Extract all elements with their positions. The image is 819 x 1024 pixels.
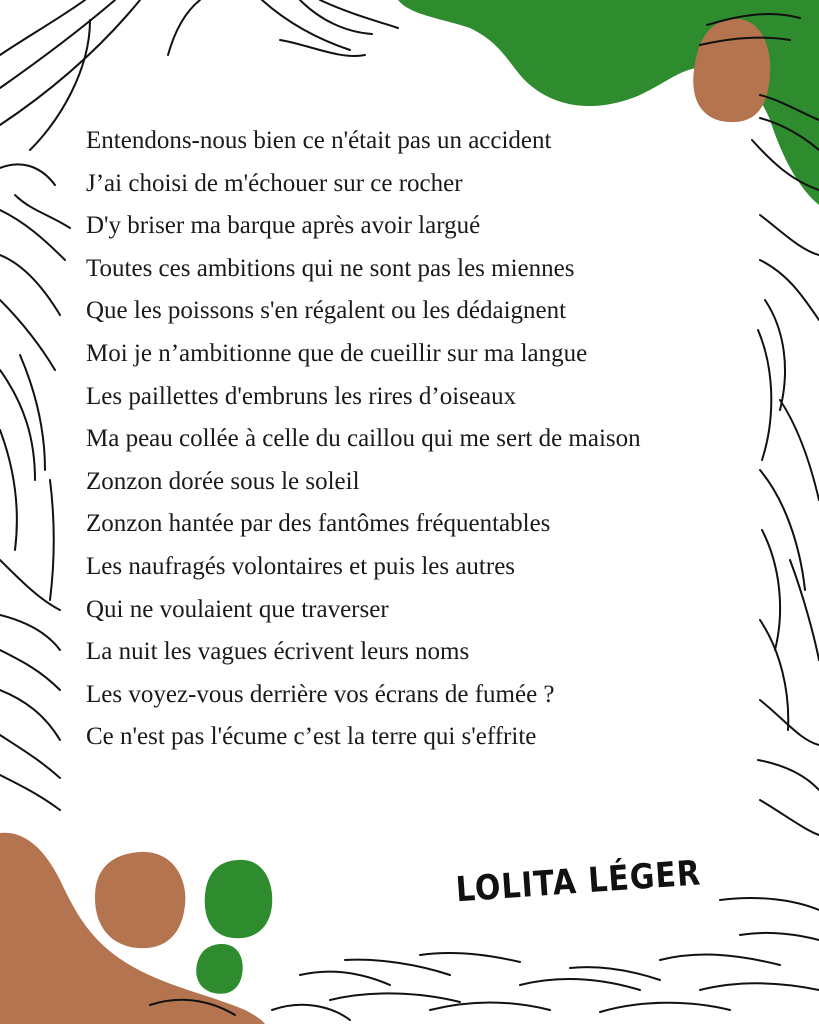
- author-signature: LOLITA LÉGER: [454, 853, 703, 911]
- poem-line: Moi je n’ambitionne que de cueillir sur ma langue: [86, 339, 588, 367]
- poem-line: Toutes ces ambitions qui ne sont pas les miennes: [86, 254, 575, 282]
- poem-line: Qui ne voulaient que traverser: [86, 595, 389, 623]
- poem-line: Les naufragés volontaires et puis les autres: [86, 552, 516, 580]
- poem-line: Entendons-nous bien ce n'était pas un accident: [86, 127, 552, 154]
- poem-line: La nuit les vagues écrivent leurs noms: [86, 638, 470, 666]
- poem-line: Ma peau collée à celle du caillou qui me sert de maison: [86, 425, 641, 453]
- poem-line: D'y briser ma barque après avoir largué: [86, 212, 481, 240]
- green-pebble-bottom-large: [205, 860, 272, 938]
- green-pebble-bottom-small: [196, 944, 242, 994]
- poem-line: Les voyez-vous derrière vos écrans de fumée ?: [86, 680, 555, 708]
- poem-line: Que les poissons s'en régalent ou les dédaignent: [86, 297, 567, 325]
- terracotta-pebble-bottom: [95, 852, 185, 948]
- poem-text: [86, 120, 766, 759]
- poem-line: Zonzon hantée par des fantômes fréquentables: [86, 510, 551, 538]
- poem-line: Les paillettes d'embruns les rires d’oiseaux: [86, 382, 517, 410]
- poem-line: J’ai choisi de m'échouer sur ce rocher: [86, 169, 463, 197]
- poem-line: Ce n'est pas l'écume c’est la terre qui s'effrite: [86, 723, 537, 751]
- poem-line: Zonzon dorée sous le soleil: [86, 467, 360, 495]
